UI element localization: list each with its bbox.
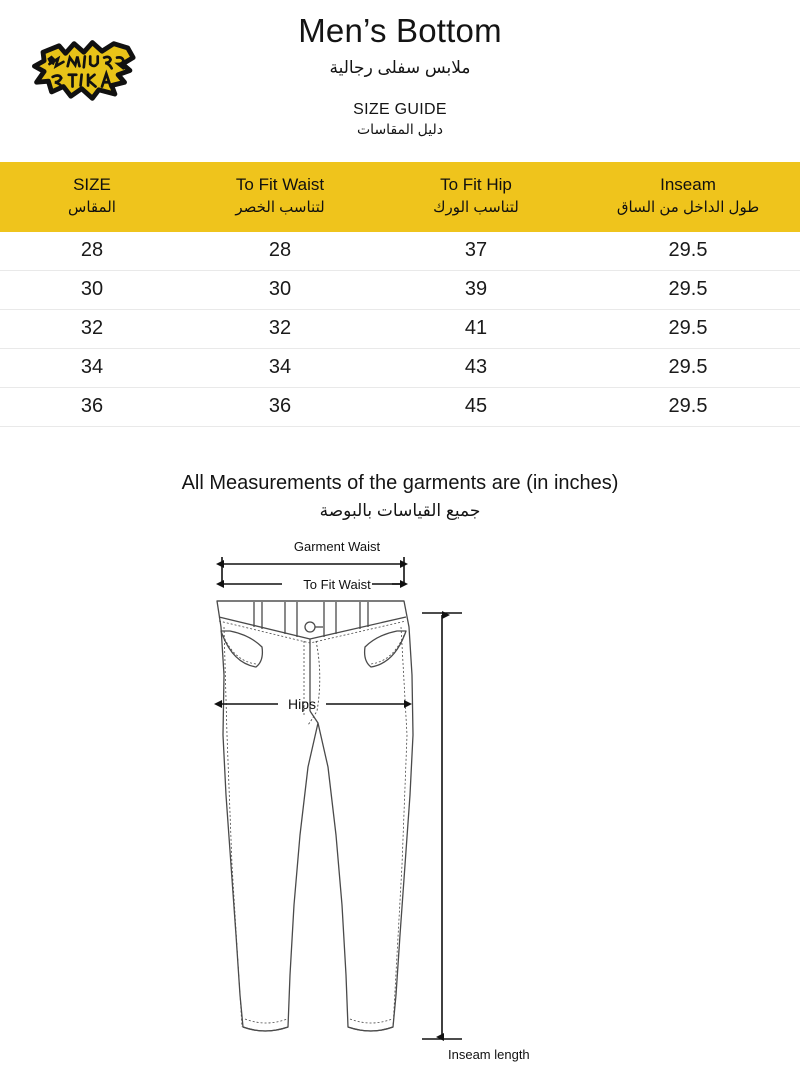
label-inseam-length: Inseam length: [448, 1046, 530, 1062]
button-icon: [305, 622, 315, 632]
cell-inseam: 29.5: [576, 232, 800, 271]
cell-inseam: 29.5: [576, 270, 800, 309]
column-header-size: [0, 162, 184, 232]
hem-left: [243, 1027, 288, 1031]
hem-left-stitch: [245, 1019, 287, 1023]
cell-size: 36: [0, 387, 184, 426]
size-guide-subtitle: SIZE GUIDE: [353, 101, 447, 119]
column-header-size-ar: المقاس: [68, 199, 116, 217]
cell-waist: 36: [184, 387, 376, 426]
cell-hip: 39: [376, 270, 576, 309]
page-header: [0, 0, 800, 162]
belt-loop-right: [324, 602, 336, 637]
cell-size: 28: [0, 232, 184, 271]
belt-loop-left-outer: [254, 602, 262, 629]
cell-size: 30: [0, 270, 184, 309]
cell-inseam: 29.5: [576, 387, 800, 426]
cell-waist: 28: [184, 232, 376, 271]
label-hips: Hips: [287, 695, 317, 712]
belt-loop-right-outer: [360, 602, 368, 629]
hem-right-stitch: [350, 1019, 392, 1023]
cell-inseam: 29.5: [576, 348, 800, 387]
column-header-inseam: [576, 162, 800, 232]
size-guide-subtitle-arabic: دليل المقاسات: [357, 121, 443, 138]
column-header-inseam-en: Inseam: [660, 175, 716, 194]
column-header-to-fit-hip-en: To Fit Hip: [440, 175, 512, 194]
cell-hip: 41: [376, 309, 576, 348]
hem-right: [348, 1027, 393, 1031]
column-header-to-fit-waist: [184, 162, 376, 232]
table-row: [0, 348, 800, 387]
measurement-note: [0, 471, 800, 521]
pants-illustration: [217, 601, 413, 1031]
size-chart-table: [0, 162, 800, 427]
page-title-arabic: ملابس سفلى رجالية: [329, 57, 471, 77]
column-header-to-fit-hip-ar: لتناسب الورك: [433, 199, 519, 217]
cell-waist: 30: [184, 270, 376, 309]
label-to-fit-waist: To Fit Waist: [303, 576, 371, 592]
side-seam-right: [393, 627, 407, 1027]
column-header-inseam-ar: طول الداخل من الساق: [616, 199, 760, 217]
pants-outline: [217, 601, 413, 1031]
table-row: [0, 387, 800, 426]
crotch-seam: [310, 711, 318, 723]
diagram-container: [0, 535, 800, 1091]
campus-sutra-logo: [28, 33, 146, 109]
side-seam-left: [224, 627, 242, 1027]
measurement-note-ar: جميع القياسات بالبوصة: [319, 500, 481, 520]
table-row: [0, 232, 800, 271]
pocket-left: [221, 631, 262, 667]
cell-inseam: 29.5: [576, 309, 800, 348]
cell-waist: 32: [184, 309, 376, 348]
column-header-to-fit-waist-en: To Fit Waist: [235, 175, 325, 194]
pocket-right: [365, 631, 406, 667]
cell-size: 34: [0, 348, 184, 387]
column-header-size-en: SIZE: [73, 175, 111, 194]
size-chart-header: [0, 162, 800, 232]
cell-hip: 45: [376, 387, 576, 426]
cell-hip: 43: [376, 348, 576, 387]
cell-waist: 34: [184, 348, 376, 387]
measurement-note-en: All Measurements of the garments are (in inches): [181, 471, 619, 494]
column-header-to-fit-hip: [376, 162, 576, 232]
cell-size: 32: [0, 309, 184, 348]
cell-hip: 37: [376, 232, 576, 271]
column-header-to-fit-waist-ar: لتناسب الخصر: [235, 199, 325, 217]
size-chart-body: [0, 232, 800, 427]
label-garment-waist: Garment Waist: [293, 538, 381, 554]
page-title: Men’s Bottom: [298, 12, 502, 49]
table-header-row: [0, 162, 800, 232]
table-row: [0, 309, 800, 348]
mens-bottom-measurement-diagram: [190, 535, 610, 1091]
belt-loop-left: [285, 602, 297, 637]
table-row: [0, 270, 800, 309]
